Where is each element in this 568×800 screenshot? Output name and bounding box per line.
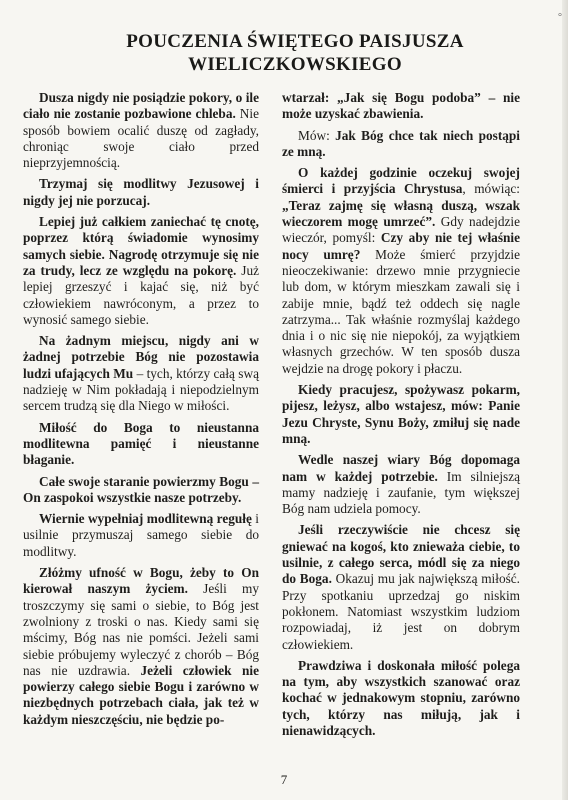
- title-line-1: POUCZENIA ŚWIĘTEGO PAISJUSZA: [126, 31, 464, 52]
- bold-text: Jeśli rzeczywiście nie chcesz się gniewać na kogoś, kto znieważa ciebie, to usilnie, z całego serca, módl się za niego do Boga.: [282, 522, 520, 587]
- bold-text: Prawdziwa i doskonała miłość polega na tym, aby wszystkich szanować oraz kochać w jednakowym stopniu, zarówno tych, którzy nas miłują, jak i nienawidzących.: [282, 657, 520, 738]
- bold-text: Trzymaj się modlitwy Jezusowej i nigdy jej nie porzucaj.: [23, 176, 259, 208]
- body-text: Jeśli my troszczymy się sami o siebie, to Bóg jest zwolniony z troski o nas. Kiedy sami się mścimy, Bóg nas nie pomści. Jeżeli sami siebie próbujemy wyleczyć z chorób – Bóg nas nie uzdrawia.: [23, 581, 259, 678]
- bold-text: Czy aby nie tej właśnie nocy umrę?: [282, 230, 520, 262]
- bold-text: Jak Bóg chce tak niech postąpi ze mną.: [282, 127, 520, 159]
- paragraph: [23, 511, 259, 560]
- body-text: Może śmierć przyjdzie nieoczekiwanie: drzewo mnie przygniecie lub dom, w którym mieszkam zawali się i zabije mnie, bądź też oddech się nagle zatrzyma... Tak właśnie rozmyślaj każdego dnia i o nic się nie niepokój, za wyjątkiem własnych grzechów. W ten sposób dusza wejdzie na drogę pokory i płaczu.: [282, 246, 520, 376]
- bold-text: Kiedy pracujesz, spożywasz pokarm, pijesz, leżysz, albo wstajesz, mów: Panie Jezu Chryste, Synu Boży, zmiłuj się nade mną.: [282, 382, 520, 446]
- paragraph: [282, 658, 520, 739]
- paragraph: [23, 214, 259, 328]
- bold-text: Złóżmy ufność w Bogu, żeby to On kierował naszym życiem.: [23, 565, 259, 597]
- paragraph: [23, 565, 259, 728]
- title-line-2: WIELICZKOWSKIEGO: [188, 54, 402, 75]
- paragraph: [23, 90, 259, 171]
- bold-text: Na żadnym miejscu, nigdy ani w żadnej potrzebie Bóg nie pozostawia ludzi ufających Mu: [23, 333, 259, 381]
- corner-mark: °: [558, 12, 562, 23]
- bold-text: wtarzał: „Jak się Bogu podoba” – nie może uzyskać zbawienia.: [282, 90, 520, 122]
- paragraph: [282, 452, 520, 517]
- body-text: Już lepiej grzeszyć i kajać się, niż być człowiekiem nawróconym, a przez to wynosić samego siebie.: [23, 262, 259, 327]
- body-text: Im silniejszą mamy nadzieję i zaufanie, tym większej Bóg nam udziela pomocy.: [282, 468, 521, 517]
- bold-text: Wiernie wypełniaj modlitewną regułę: [39, 511, 252, 527]
- bold-text: Dusza nigdy nie posiądzie pokory, o ile ciało nie zostanie pozbawione chleba.: [23, 90, 259, 122]
- bold-text: Całe swoje staranie powierzmy Bogu – On zaspokoi wszystkie nasze potrzeby.: [23, 473, 259, 505]
- bold-text: Jeżeli człowiek nie powierzy całego siebie Bogu i zarówno w niezbędnych potrzebach ciała, jak też w każdym nieszczęściu, nie będzie po-: [23, 662, 260, 727]
- bold-text: Miłość do Boga to nieustanna modlitewna pamięć i nieustanne błaganie.: [23, 419, 259, 468]
- body-text: – tych, którzy całą swą nadzieję w Nim pokładają i niepodzielnym sercem trudzą się dla Niego w miłości.: [23, 365, 259, 414]
- paragraph: [282, 522, 520, 652]
- body-text: Nie sposób bowiem ocalić duszę od zagłady, chroniąc swoje ciało przed nieprzyjemnością.: [23, 106, 259, 171]
- paragraph: [23, 333, 259, 414]
- body-text: Gdy nadejdzie wieczór, pomyśl:: [282, 214, 520, 246]
- right-column: [282, 90, 520, 744]
- left-column: [23, 90, 259, 733]
- paragraph: [23, 474, 259, 507]
- bold-text: Lepiej już całkiem zaniechać tę cnotę, poprzez którą świadomie wynosimy samych siebie. Nagrodę otrzymuje się nie za trudy, lecz ze względu na pokorę.: [23, 214, 259, 278]
- paragraph: [282, 382, 520, 447]
- paragraph-continued: [282, 90, 520, 123]
- paragraph: [282, 128, 520, 161]
- body-text: , mówiąc:: [462, 181, 520, 197]
- paragraph: [282, 165, 520, 377]
- paragraph: [23, 420, 259, 469]
- page-edge: [562, 0, 568, 800]
- page-title: [40, 30, 550, 76]
- page-number: 7: [280, 772, 288, 787]
- body-text: Mów:: [298, 127, 336, 143]
- bold-text: O każdej godzinie oczekuj swojej śmierci i przyjścia Chrystusa: [282, 165, 520, 197]
- bold-text: Wedle naszej wiary Bóg dopomaga nam w każdej potrzebie.: [282, 452, 520, 484]
- body-text: i usilnie przymuszaj samego siebie do modlitwy.: [23, 511, 259, 559]
- paragraph: [23, 176, 259, 209]
- bold-text: „Teraz zajmę się własną duszą, wszak wieczorem mogę umrzeć”.: [282, 197, 520, 230]
- body-text: Okazuj mu jak największą miłość. Przy spotkaniu uprzedzaj go niskim pokłonem. Natomiast wszystkim ludziom rozpowiadaj, iż jest on dobrym człowiekiem.: [282, 571, 520, 652]
